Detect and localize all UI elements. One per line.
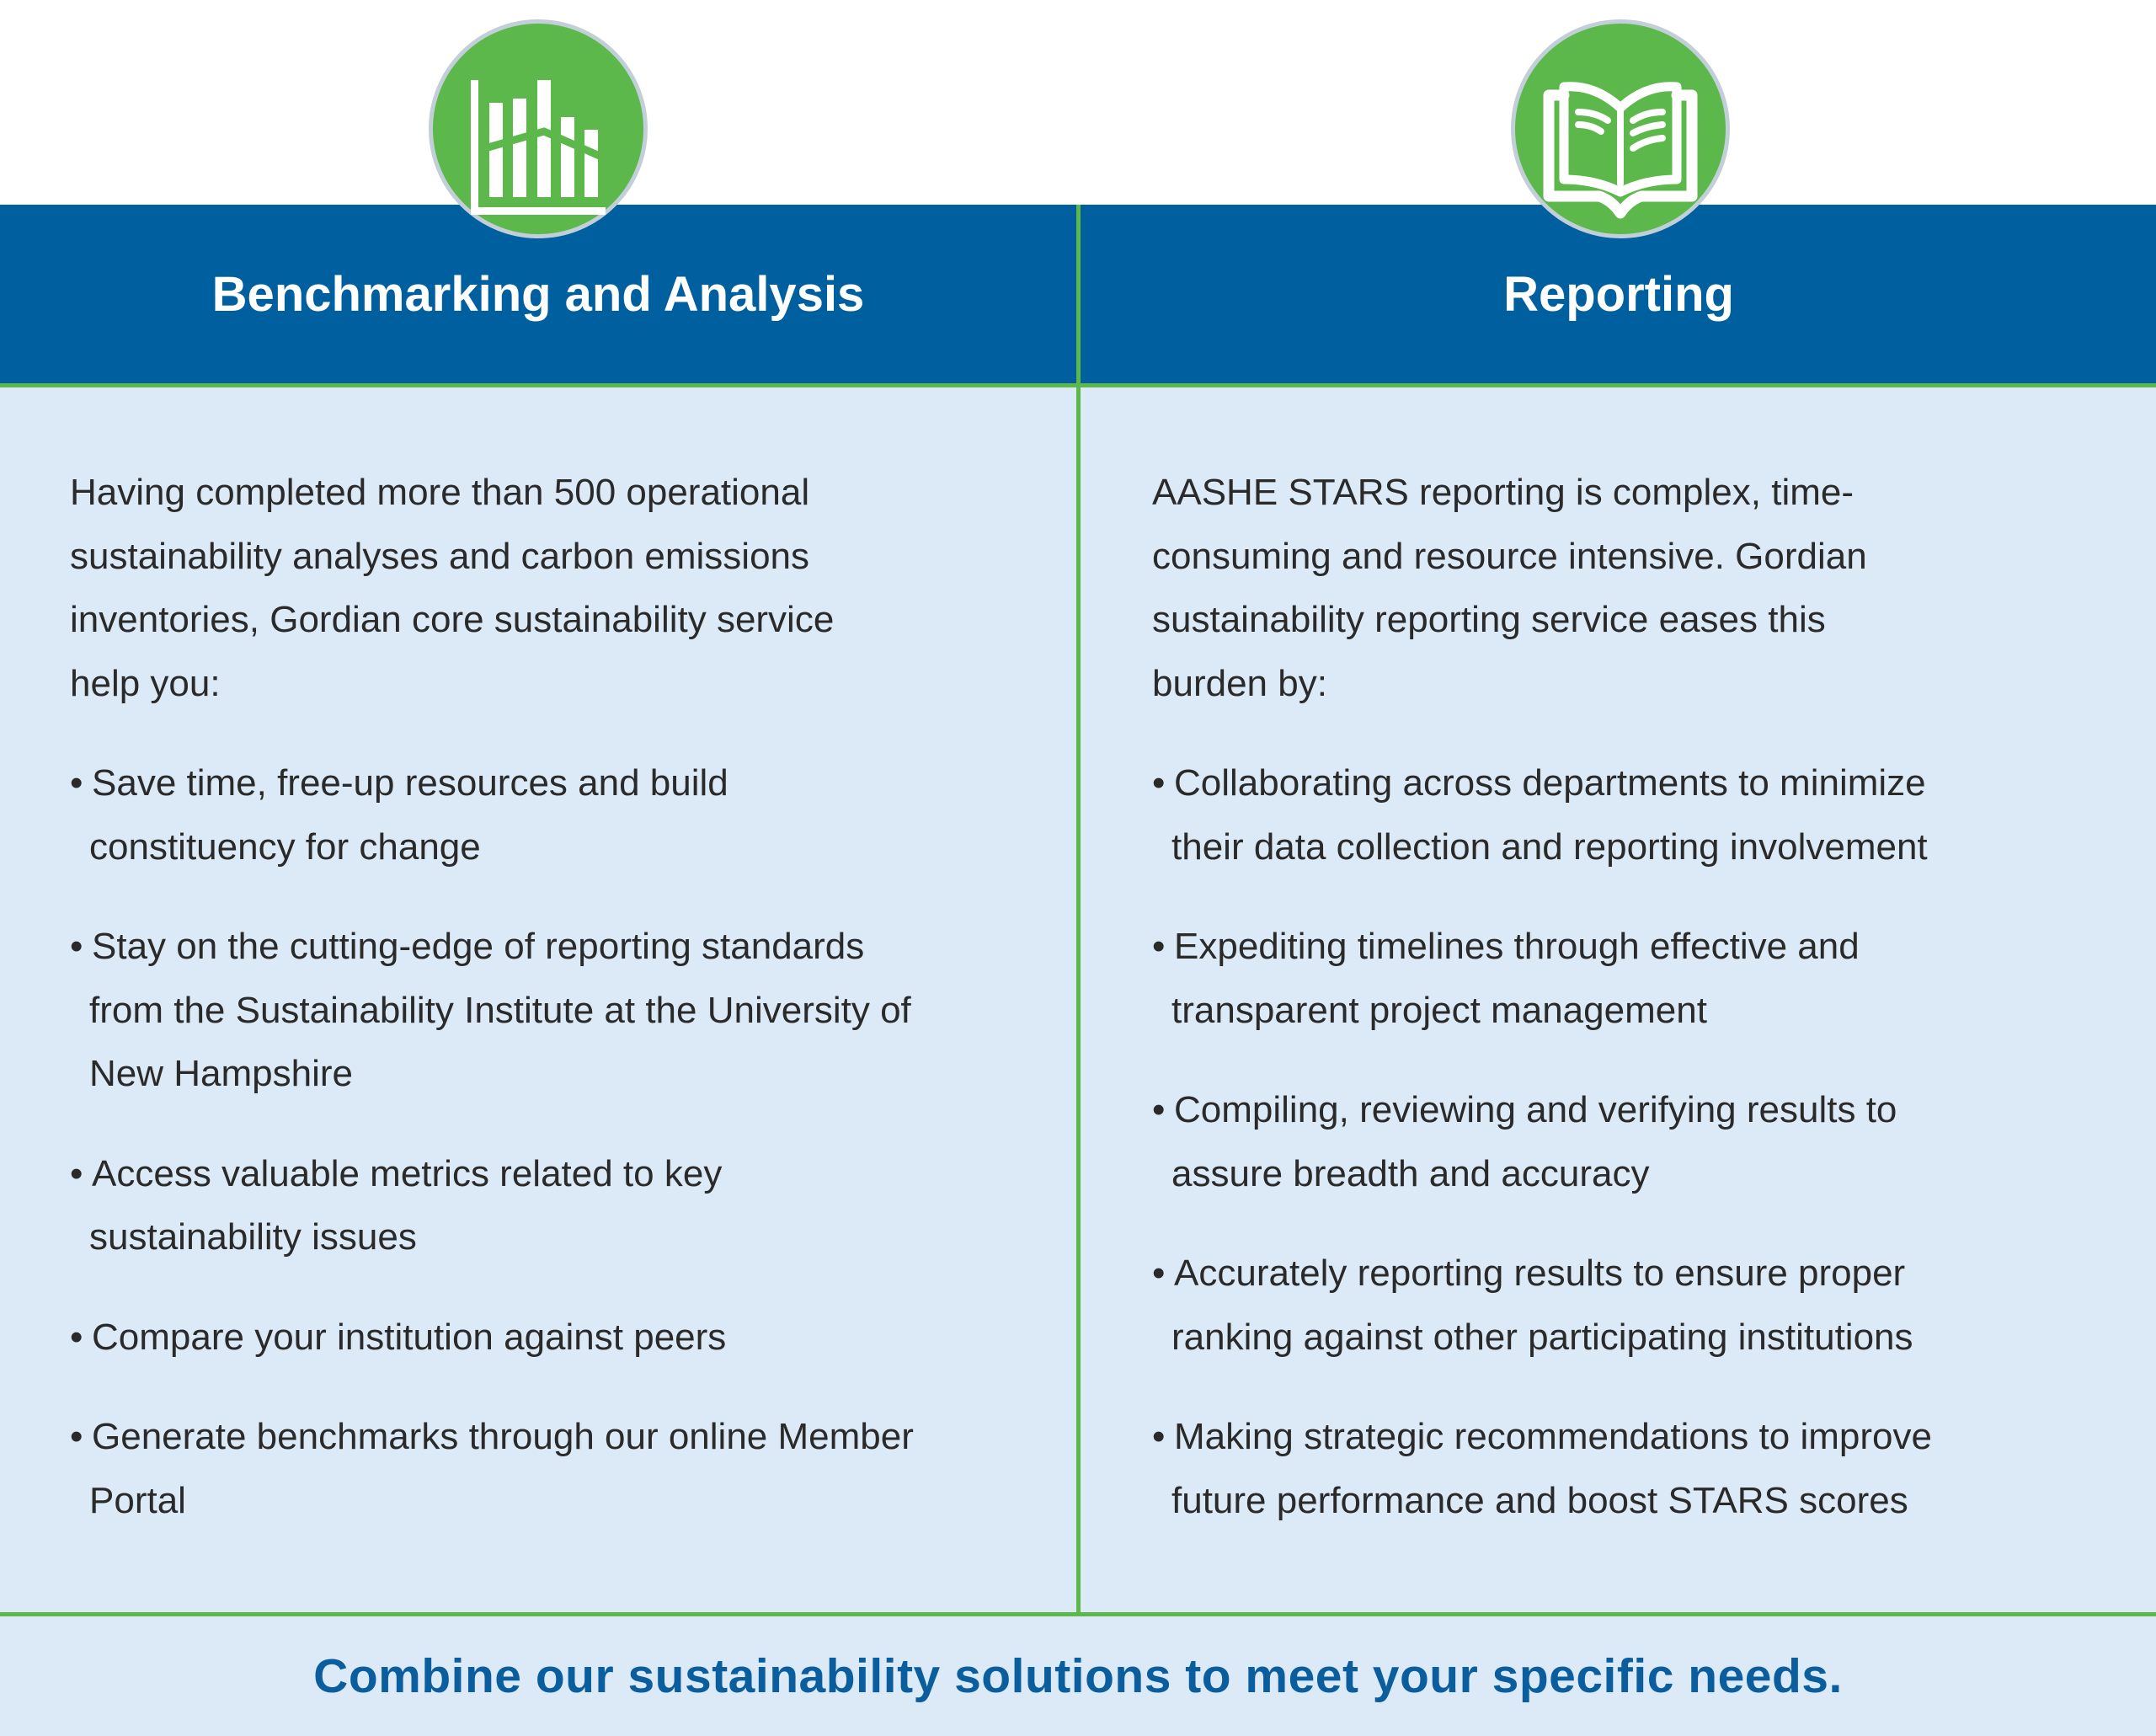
list-item xyxy=(1152,1242,1932,1369)
intro-line: AASHE STARS reporting is complex, time- xyxy=(1152,472,1854,513)
benchmarking-column xyxy=(70,461,914,1568)
list-item xyxy=(1152,915,1932,1042)
list-item xyxy=(70,1306,914,1370)
item-line: Generate benchmarks through our online Member xyxy=(92,1416,914,1457)
column-divider xyxy=(1076,205,1081,1613)
benchmarking-title: Benchmarking and Analysis xyxy=(211,266,865,322)
list-item xyxy=(1152,1405,1932,1532)
item-line: Compare your institution against peers xyxy=(92,1316,727,1358)
list-item xyxy=(1152,751,1932,879)
footer-tagline: Combine our sustainability solutions to meet your specific needs. xyxy=(313,1649,1843,1703)
reporting-intro xyxy=(1152,461,1932,715)
intro-line: sustainability analyses and carbon emissions xyxy=(70,535,810,577)
item-line: New Hampshire xyxy=(89,1053,353,1094)
list-item xyxy=(1152,1078,1932,1205)
item-line: Expediting timelines through effective and xyxy=(1174,926,1860,967)
reporting-column xyxy=(1152,461,1932,1568)
item-line: assure breadth and accuracy xyxy=(1171,1152,1650,1194)
item-line: Access valuable metrics related to key xyxy=(92,1152,723,1194)
item-line: constituency for change xyxy=(89,825,481,868)
item-line: sustainability issues xyxy=(89,1216,417,1258)
item-line: Making strategic recommendations to improve xyxy=(1174,1416,1932,1457)
bullet-icon: • xyxy=(70,762,83,804)
bullet-icon: • xyxy=(1152,1416,1166,1457)
intro-line: help you: xyxy=(70,662,221,704)
intro-line: consuming and resource intensive. Gordian xyxy=(1152,535,1867,577)
item-line: transparent project management xyxy=(1171,989,1707,1031)
intro-line: inventories, Gordian core sustainability service xyxy=(70,599,835,640)
item-line: Save time, free-up resources and build xyxy=(92,762,728,804)
bullet-icon: • xyxy=(70,1416,83,1457)
bullet-icon: • xyxy=(70,1316,83,1358)
list-item xyxy=(70,1405,914,1532)
bullet-icon: • xyxy=(70,926,83,967)
item-line: Collaborating across departments to minimize xyxy=(1174,762,1926,804)
list-item xyxy=(70,1142,914,1269)
benchmarking-intro xyxy=(70,461,914,715)
item-line: Compiling, reviewing and verifying results to xyxy=(1174,1089,1897,1130)
item-line: Accurately reporting results to ensure proper xyxy=(1174,1253,1906,1294)
intro-line: Having completed more than 500 operational xyxy=(70,472,810,513)
item-line: Portal xyxy=(89,1479,186,1521)
intro-line: sustainability reporting service eases this xyxy=(1152,599,1826,640)
list-item xyxy=(70,751,914,879)
list-item xyxy=(70,915,914,1106)
item-line: their data collection and reporting involvement xyxy=(1171,825,1928,868)
bullet-icon: • xyxy=(1152,762,1166,804)
item-line: from the Sustainability Institute at the University of xyxy=(89,989,911,1031)
bullet-icon: • xyxy=(1152,1089,1166,1130)
footer xyxy=(0,1616,2156,1736)
bullet-icon: • xyxy=(70,1152,83,1194)
bullet-icon: • xyxy=(1152,926,1166,967)
item-line: future performance and boost STARS scores xyxy=(1171,1479,1908,1521)
reporting-title: Reporting xyxy=(1503,266,1734,322)
item-line: ranking against other participating institutions xyxy=(1171,1316,1913,1358)
bullet-icon: • xyxy=(1152,1253,1166,1294)
item-line: Stay on the cutting-edge of reporting standards xyxy=(92,926,865,967)
intro-line: burden by: xyxy=(1152,662,1327,704)
